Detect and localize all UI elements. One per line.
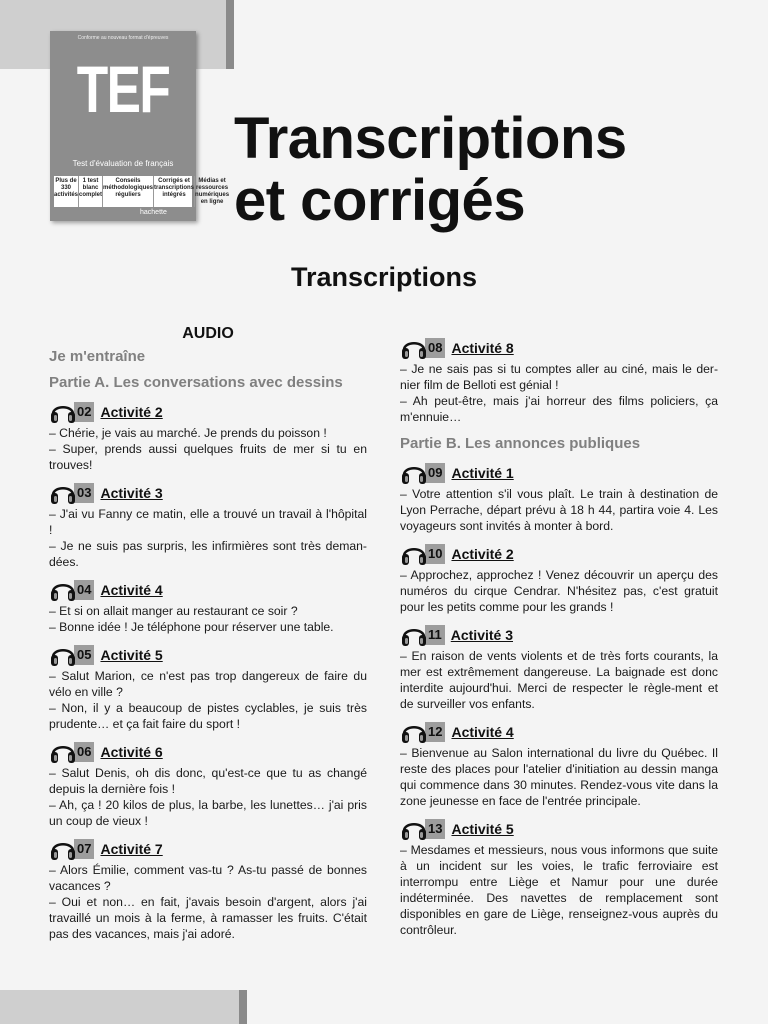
top-band-edge bbox=[226, 0, 234, 69]
transcript bbox=[49, 603, 367, 635]
activity-header bbox=[400, 720, 718, 744]
cover-strip-cell: Plus de 330 activités bbox=[54, 176, 79, 207]
transcript bbox=[49, 425, 367, 473]
transcript-line: – Mesdames et messieurs, nous vous informons que suite à un incident sur les voies, le trafic ferroviaire est interrompu entre Liège et Namur pour une durée indéterminée. Des navettes de remplacement sont disponibles en gare de Liège, renseignez-vous auprès du contrôleur. bbox=[400, 843, 718, 937]
cover-publisher: hachette bbox=[140, 209, 167, 216]
transcript-line: – Bienvenue au Salon international du livre du Québec. Il reste des places pour l'atelier d'initiation au dessin manga qui commence dans 30 minutes. Rendez-vous vite dans la zone jeunesse en face de l'entrée principale. bbox=[400, 746, 718, 808]
activity-label: Activité 3 bbox=[450, 627, 513, 643]
activity-label: Activité 6 bbox=[100, 744, 163, 760]
transcript bbox=[400, 567, 718, 615]
activity-8-block bbox=[400, 336, 718, 425]
cover-strip-cell: Médias et ressources numériques en ligne bbox=[195, 178, 230, 205]
left-column bbox=[49, 326, 367, 950]
track-number: 03 bbox=[74, 483, 94, 503]
activity-label: Activité 5 bbox=[100, 647, 163, 663]
transcript-line: – Chérie, je vais au marché. Je prends du poisson ! bbox=[49, 426, 327, 440]
cover-logo: TEF bbox=[76, 52, 170, 126]
headphones-icon bbox=[49, 837, 77, 861]
transcript-line: – Bonne idée ! Je téléphone pour réserver une table. bbox=[49, 620, 334, 634]
track-number: 06 bbox=[74, 742, 94, 762]
transcript-line: – Super, prends aussi quelques fruits de mer si tu en trouves! bbox=[49, 442, 367, 472]
page-title bbox=[234, 108, 627, 232]
track-number: 10 bbox=[425, 544, 445, 564]
transcript-line: – Approchez, approchez ! Venez découvrir un aperçu des numéros du cirque Cendrar. N'hésitez pas, c'est gratuit pour les petits comme pour les grands ! bbox=[400, 568, 718, 614]
activity-label: Activité 1 bbox=[451, 465, 514, 481]
track-number: 05 bbox=[74, 645, 94, 665]
page-title-line2: et corrigés bbox=[234, 168, 526, 233]
activity-header bbox=[49, 578, 367, 602]
activity-header bbox=[49, 481, 367, 505]
transcript bbox=[49, 668, 367, 732]
book-cover bbox=[50, 31, 230, 221]
transcript bbox=[400, 361, 718, 425]
transcript-line: – Je ne sais pas si tu comptes aller au ciné, mais le der-nier film de Belloti est génial ! bbox=[400, 362, 718, 392]
cover-strip-cell: 1 test blanc complet bbox=[79, 176, 103, 207]
track-number: 11 bbox=[425, 625, 445, 645]
activity-label: Activité 4 bbox=[100, 582, 163, 598]
cover-strip-cell: Corrigés et transcriptions intégrés bbox=[154, 176, 195, 207]
page-title-line1: Transcriptions bbox=[234, 106, 627, 171]
activity-header bbox=[49, 643, 367, 667]
activity-label: Activité 2 bbox=[451, 546, 514, 562]
section-title: Transcriptions bbox=[290, 262, 478, 292]
track-number: 09 bbox=[425, 463, 445, 483]
transcript-line: – J'ai vu Fanny ce matin, elle a trouvé un travail à l'hôpital ! bbox=[49, 507, 367, 537]
activity-label: Activité 8 bbox=[451, 340, 514, 356]
transcript-line: – Ah peut-être, mais j'ai horreur des films policiers, ça m'ennuie… bbox=[400, 394, 718, 424]
transcript-line: – En raison de vents violents et de très forts courants, la mer est extrêmement dangereuse. La baignade est donc interdite aujourd'hui. Merci de respecter le règle-ment et de surveiller vos enfants. bbox=[400, 649, 718, 711]
track-number: 07 bbox=[74, 839, 94, 859]
headphones-icon bbox=[49, 578, 77, 602]
activity-label: Activité 4 bbox=[451, 724, 514, 740]
cover-subtitle: Test d'évaluation de français bbox=[72, 159, 174, 168]
activity-label: Activité 2 bbox=[100, 404, 163, 420]
track-number: 08 bbox=[425, 338, 445, 358]
activity-header bbox=[400, 336, 718, 360]
left-activities bbox=[49, 400, 367, 942]
transcript-line: – Salut Marion, ce n'est pas trop dangereux de faire du vélo en ville ? bbox=[49, 669, 367, 699]
headphones-icon bbox=[400, 817, 428, 841]
right-activities bbox=[400, 461, 718, 938]
activity-header bbox=[49, 837, 367, 861]
bottom-band bbox=[0, 990, 240, 1024]
transcript-line: – Je ne suis pas surpris, les infirmières sont très deman-dées. bbox=[49, 539, 367, 569]
transcript bbox=[49, 765, 367, 829]
headphones-icon bbox=[400, 542, 428, 566]
transcript-line: – Alors Émilie, comment vas-tu ? As-tu passé de bonnes vacances ? bbox=[49, 863, 367, 893]
transcript-line: – Et si on allait manger au restaurant ce soir ? bbox=[49, 604, 298, 618]
activity-header bbox=[400, 623, 718, 647]
activity-header bbox=[49, 400, 367, 424]
headphones-icon bbox=[49, 740, 77, 764]
activity-header bbox=[400, 542, 718, 566]
audio-heading: AUDIO bbox=[182, 325, 234, 342]
transcript bbox=[400, 486, 718, 534]
headphones-icon bbox=[400, 461, 428, 485]
part-heading: Partie B. Les annonces publiques bbox=[400, 435, 641, 452]
headphones-icon bbox=[49, 481, 77, 505]
cover-top-line: Conforme au nouveau format d'épreuves bbox=[77, 35, 169, 41]
track-number: 02 bbox=[74, 402, 94, 422]
transcript bbox=[49, 506, 367, 570]
track-number: 12 bbox=[425, 722, 445, 742]
transcript-line: – Votre attention s'il vous plaît. Le train à destination de Lyon Perrache, départ prévu à 18 h 44, partira voie 4. Les voyageurs sont invités à monter à bord. bbox=[400, 487, 718, 533]
subheading: Je m'entraîne bbox=[49, 348, 146, 365]
activity-label: Activité 3 bbox=[100, 485, 163, 501]
cover-strip-cell: Conseils méthodologiques réguliers bbox=[103, 176, 154, 207]
right-column bbox=[400, 330, 718, 946]
transcript bbox=[49, 862, 367, 942]
bottom-band-edge bbox=[239, 990, 247, 1024]
transcript bbox=[400, 745, 718, 809]
headphones-icon bbox=[49, 400, 77, 424]
track-number: 04 bbox=[74, 580, 94, 600]
part-heading: Partie A. Les conversations avec dessins bbox=[49, 374, 343, 391]
headphones-icon bbox=[400, 336, 428, 360]
headphones-icon bbox=[400, 720, 428, 744]
transcript-line: – Salut Denis, oh dis donc, qu'est-ce que tu as changé depuis la dernière fois ! bbox=[49, 766, 367, 796]
activity-header bbox=[400, 817, 718, 841]
cover-strip bbox=[54, 176, 230, 207]
transcript-line: – Ah, ça ! 20 kilos de plus, la barbe, les lunettes… j'ai pris un coup de vieux ! bbox=[49, 798, 367, 828]
headphones-icon bbox=[400, 623, 428, 647]
transcript-line: – Oui et non… en fait, j'avais besoin d'argent, alors j'ai travaillé un mois à la ferme, à ramasser les fruits. C'était pas des vacances, mais j'ai adoré. bbox=[49, 895, 367, 941]
transcript-line: – Non, il y a beaucoup de pistes cyclables, je suis très prudente… et ça fait faire du sport ! bbox=[49, 701, 367, 731]
activity-header bbox=[49, 740, 367, 764]
activity-header bbox=[400, 461, 718, 485]
activity-label: Activité 7 bbox=[100, 841, 163, 857]
track-number: 13 bbox=[425, 819, 445, 839]
transcript bbox=[400, 842, 718, 938]
transcript bbox=[400, 648, 718, 712]
activity-label: Activité 5 bbox=[451, 821, 514, 837]
headphones-icon bbox=[49, 643, 77, 667]
